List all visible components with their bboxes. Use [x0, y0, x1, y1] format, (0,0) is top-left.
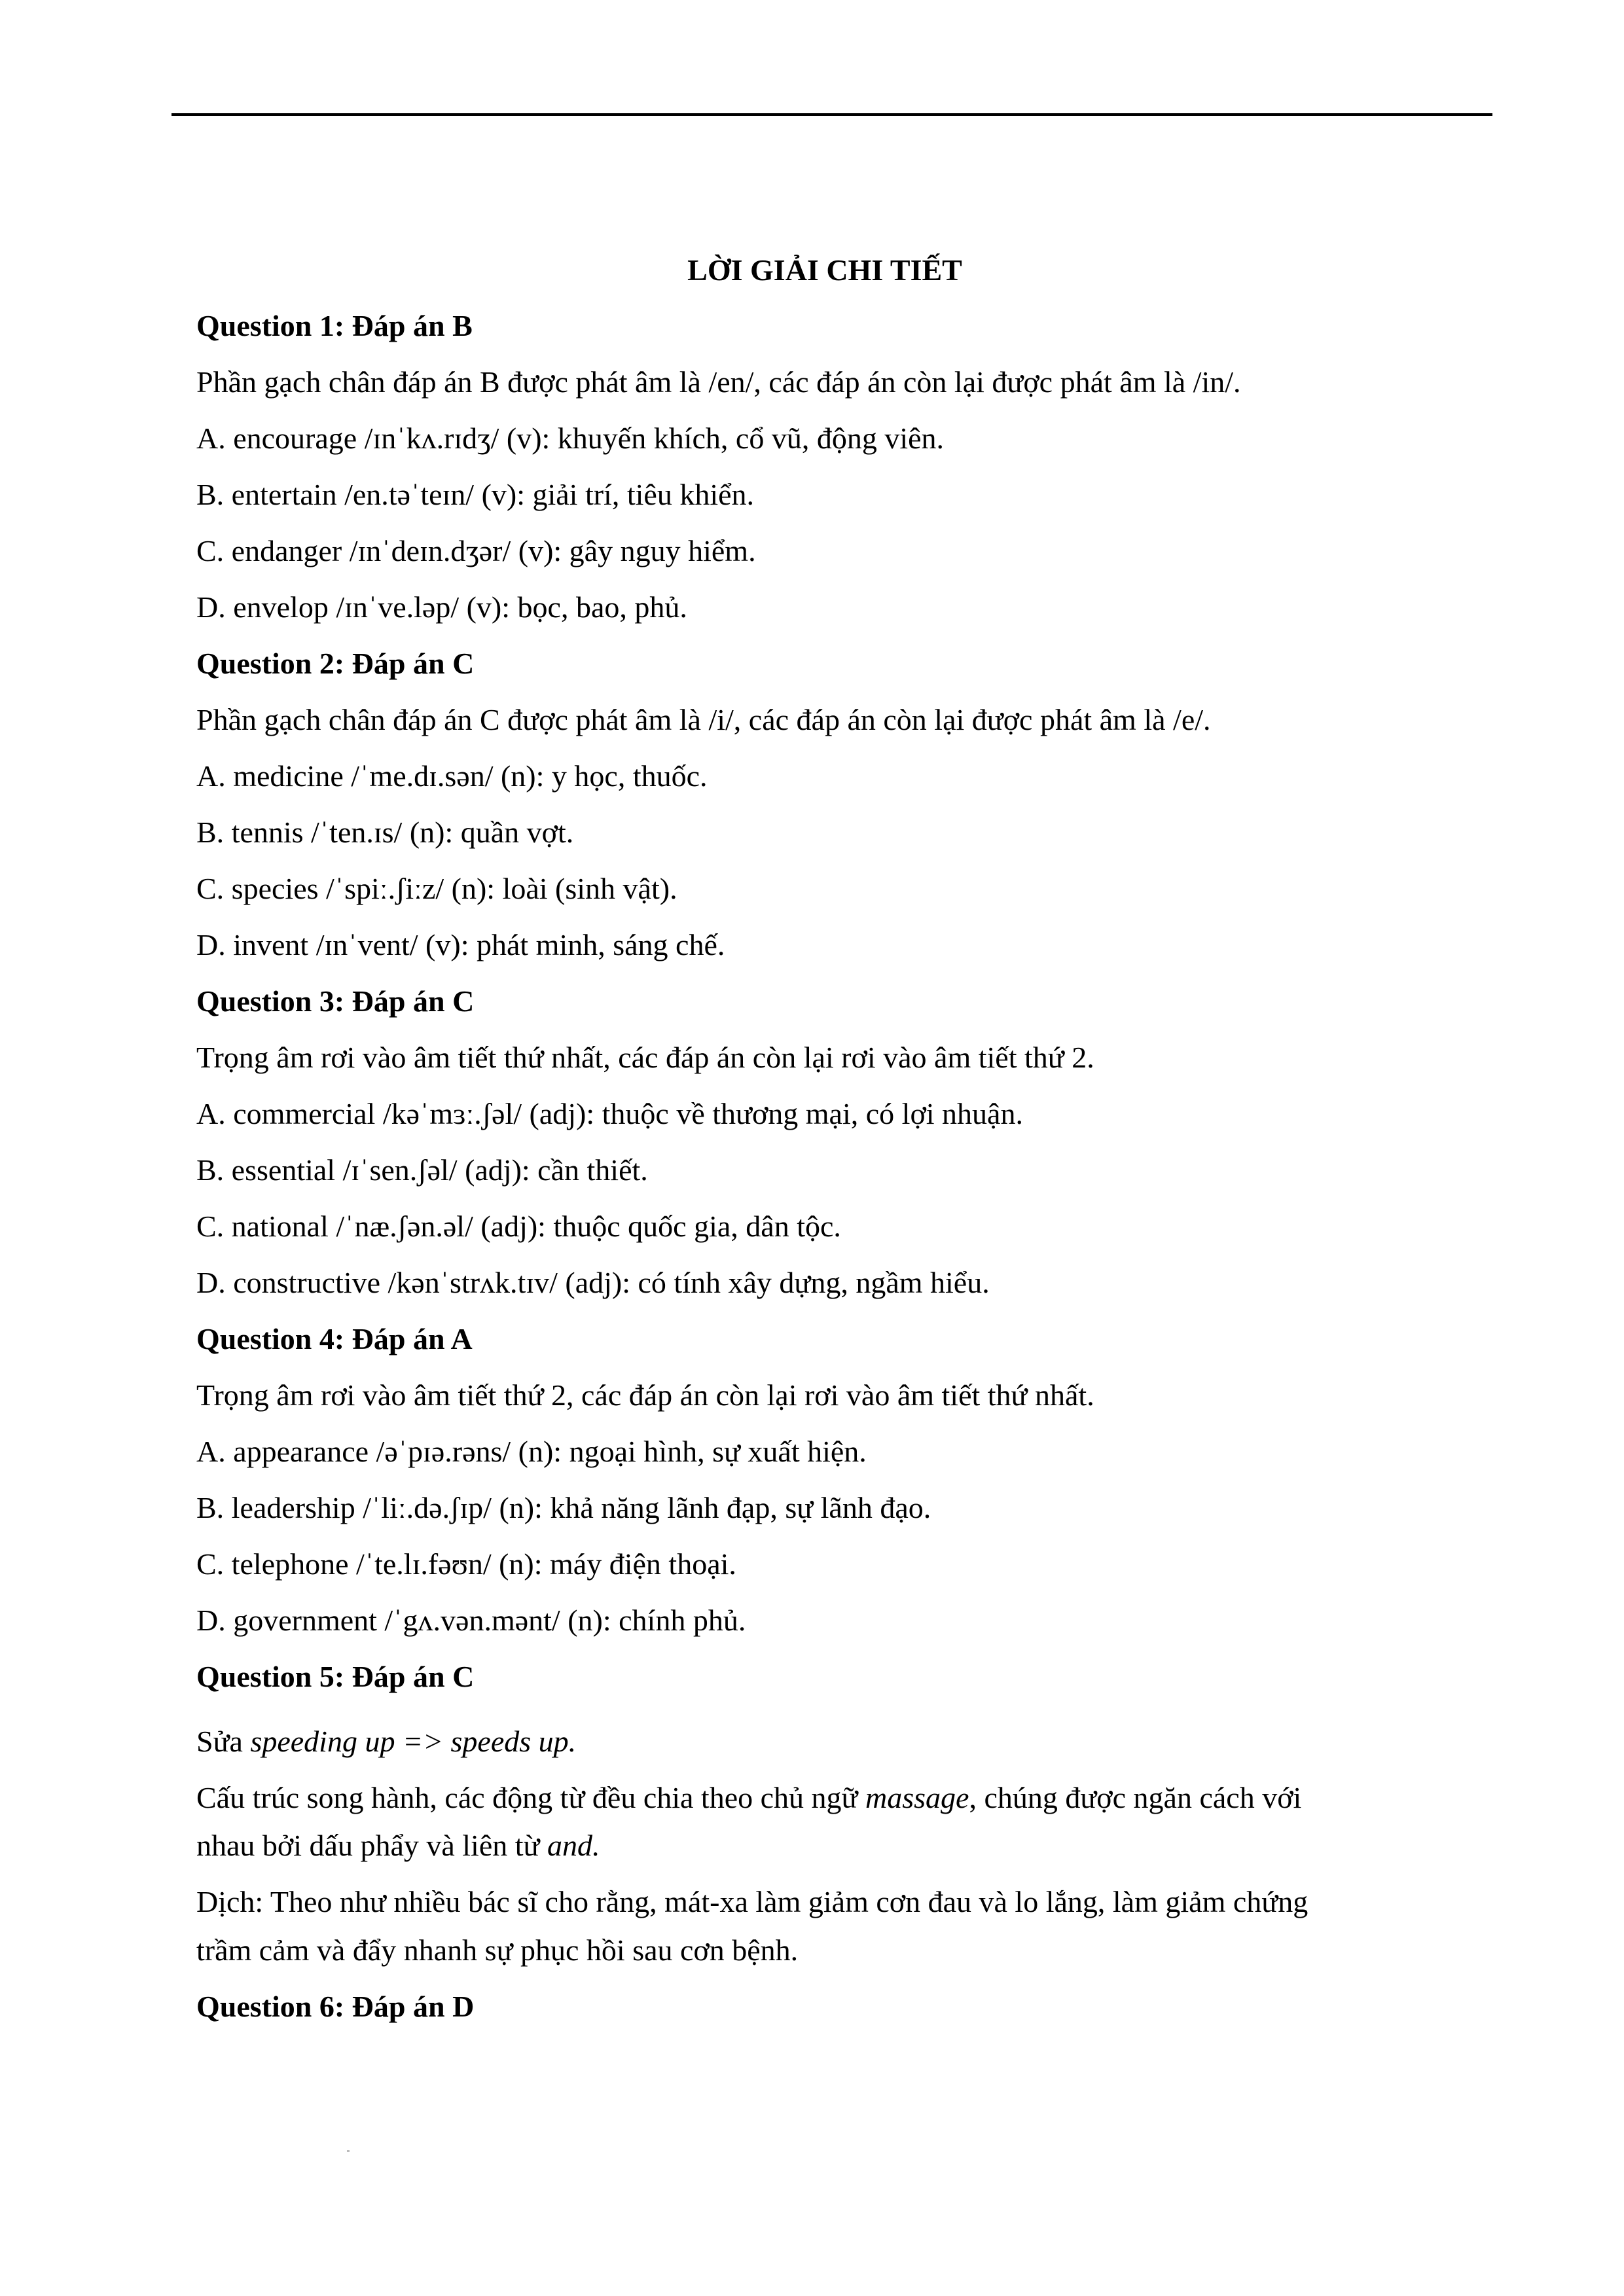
q5-fix-prefix: Sửa — [196, 1725, 251, 1758]
answer-text-line: C. endanger /ɪnˈdeɪn.dʒər/ (v): gây nguy hiểm. — [196, 534, 756, 567]
question-heading: Question 4: Đáp án A — [196, 1322, 473, 1355]
answer-text-line: A. encourage /ɪnˈkʌ.rɪdʒ/ (v): khuyến khích, cổ vũ, động viên. — [196, 422, 945, 455]
q5-translation-line-2: trầm cảm và đẩy nhanh sự phục hồi sau cơn bệnh. — [196, 1933, 799, 1967]
header-rule — [171, 113, 1492, 116]
answer-text-line: A. medicine /ˈme.dɪ.sən/ (n): y học, thuốc. — [196, 759, 708, 793]
answer-text-line: Phần gạch chân đáp án C được phát âm là /i/, các đáp án còn lại được phát âm là /e/. — [196, 703, 1211, 736]
answer-text-line: C. telephone /ˈte.lɪ.fəʊn/ (n): máy điện thoại. — [196, 1547, 736, 1581]
q5-struct-subject: massage — [865, 1781, 969, 1814]
answer-text-line: B. leadership /ˈliː.də.ʃɪp/ (n): khả năng lãnh đạp, sự lãnh đạo. — [196, 1491, 931, 1524]
answer-text-line: B. entertain /en.təˈteɪn/ (v): giải trí, tiêu khiển. — [196, 478, 755, 511]
answer-text-line: D. envelop /ɪnˈve.ləp/ (v): bọc, bao, phủ. — [196, 590, 687, 624]
question-heading: Question 5: Đáp án C — [196, 1660, 475, 1693]
answer-text-line: B. essential /ɪˈsen.ʃəl/ (adj): cần thiết. — [196, 1153, 648, 1187]
question-heading: Question 3: Đáp án C — [196, 984, 475, 1018]
answer-text-line: Trọng âm rơi vào âm tiết thứ nhất, các đáp án còn lại rơi vào âm tiết thứ 2. — [196, 1041, 1094, 1074]
q6-heading: Question 6: Đáp án D — [196, 1990, 475, 2023]
q5-struct-conj: and. — [547, 1829, 600, 1862]
answer-text-line: C. national /ˈnæ.ʃən.əl/ (adj): thuộc quốc gia, dân tộc. — [196, 1210, 841, 1243]
page-title: LỜI GIẢI CHI TIẾT — [687, 253, 962, 287]
q5-struct-line2-prefix: nhau bởi dấu phẩy và liên từ — [196, 1829, 547, 1862]
answer-text-line: Trọng âm rơi vào âm tiết thứ 2, các đáp án còn lại rơi vào âm tiết thứ nhất. — [196, 1378, 1094, 1412]
q5-struct-prefix: Cấu trúc song hành, các động từ đều chia theo chủ ngữ — [196, 1781, 865, 1814]
q5-structure-line-1 — [196, 1775, 1301, 1821]
q5-struct-suffix: , chúng được ngăn cách với — [969, 1781, 1302, 1814]
answer-text-line: D. constructive /kənˈstrʌk.tɪv/ (adj): có tính xây dựng, ngầm hiểu. — [196, 1266, 990, 1299]
answer-text-line: D. government /ˈgʌ.vən.mənt/ (n): chính phủ. — [196, 1604, 746, 1637]
q5-fix-italic: speeding up => speeds up. — [250, 1725, 577, 1758]
q5-structure-line-2 — [196, 1823, 600, 1869]
answer-text-line: Phần gạch chân đáp án B được phát âm là /en/, các đáp án còn lại được phát âm là /in/. — [196, 365, 1241, 399]
question-heading: Question 1: Đáp án B — [196, 309, 473, 342]
question-heading: Question 2: Đáp án C — [196, 647, 475, 680]
answer-text-line: D. invent /ɪnˈvent/ (v): phát minh, sáng chế. — [196, 928, 725, 961]
scan-mark — [347, 2150, 350, 2152]
q5-translation-line-1: Dịch: Theo như nhiều bác sĩ cho rằng, mát-xa làm giảm cơn đau và lo lắng, làm giảm chứng — [196, 1885, 1308, 1918]
answer-text-line: A. commercial /kəˈmɜː.ʃəl/ (adj): thuộc về thương mại, có lợi nhuận. — [196, 1097, 1023, 1130]
answer-text-line: C. species /ˈspiː.ʃiːz/ (n): loài (sinh vật). — [196, 872, 677, 905]
answer-text-line: B. tennis /ˈten.ɪs/ (n): quần vợt. — [196, 816, 574, 849]
q5-fix-line — [196, 1719, 576, 1765]
answer-text-line: A. appearance /əˈpɪə.rəns/ (n): ngoại hình, sự xuất hiện. — [196, 1435, 867, 1468]
